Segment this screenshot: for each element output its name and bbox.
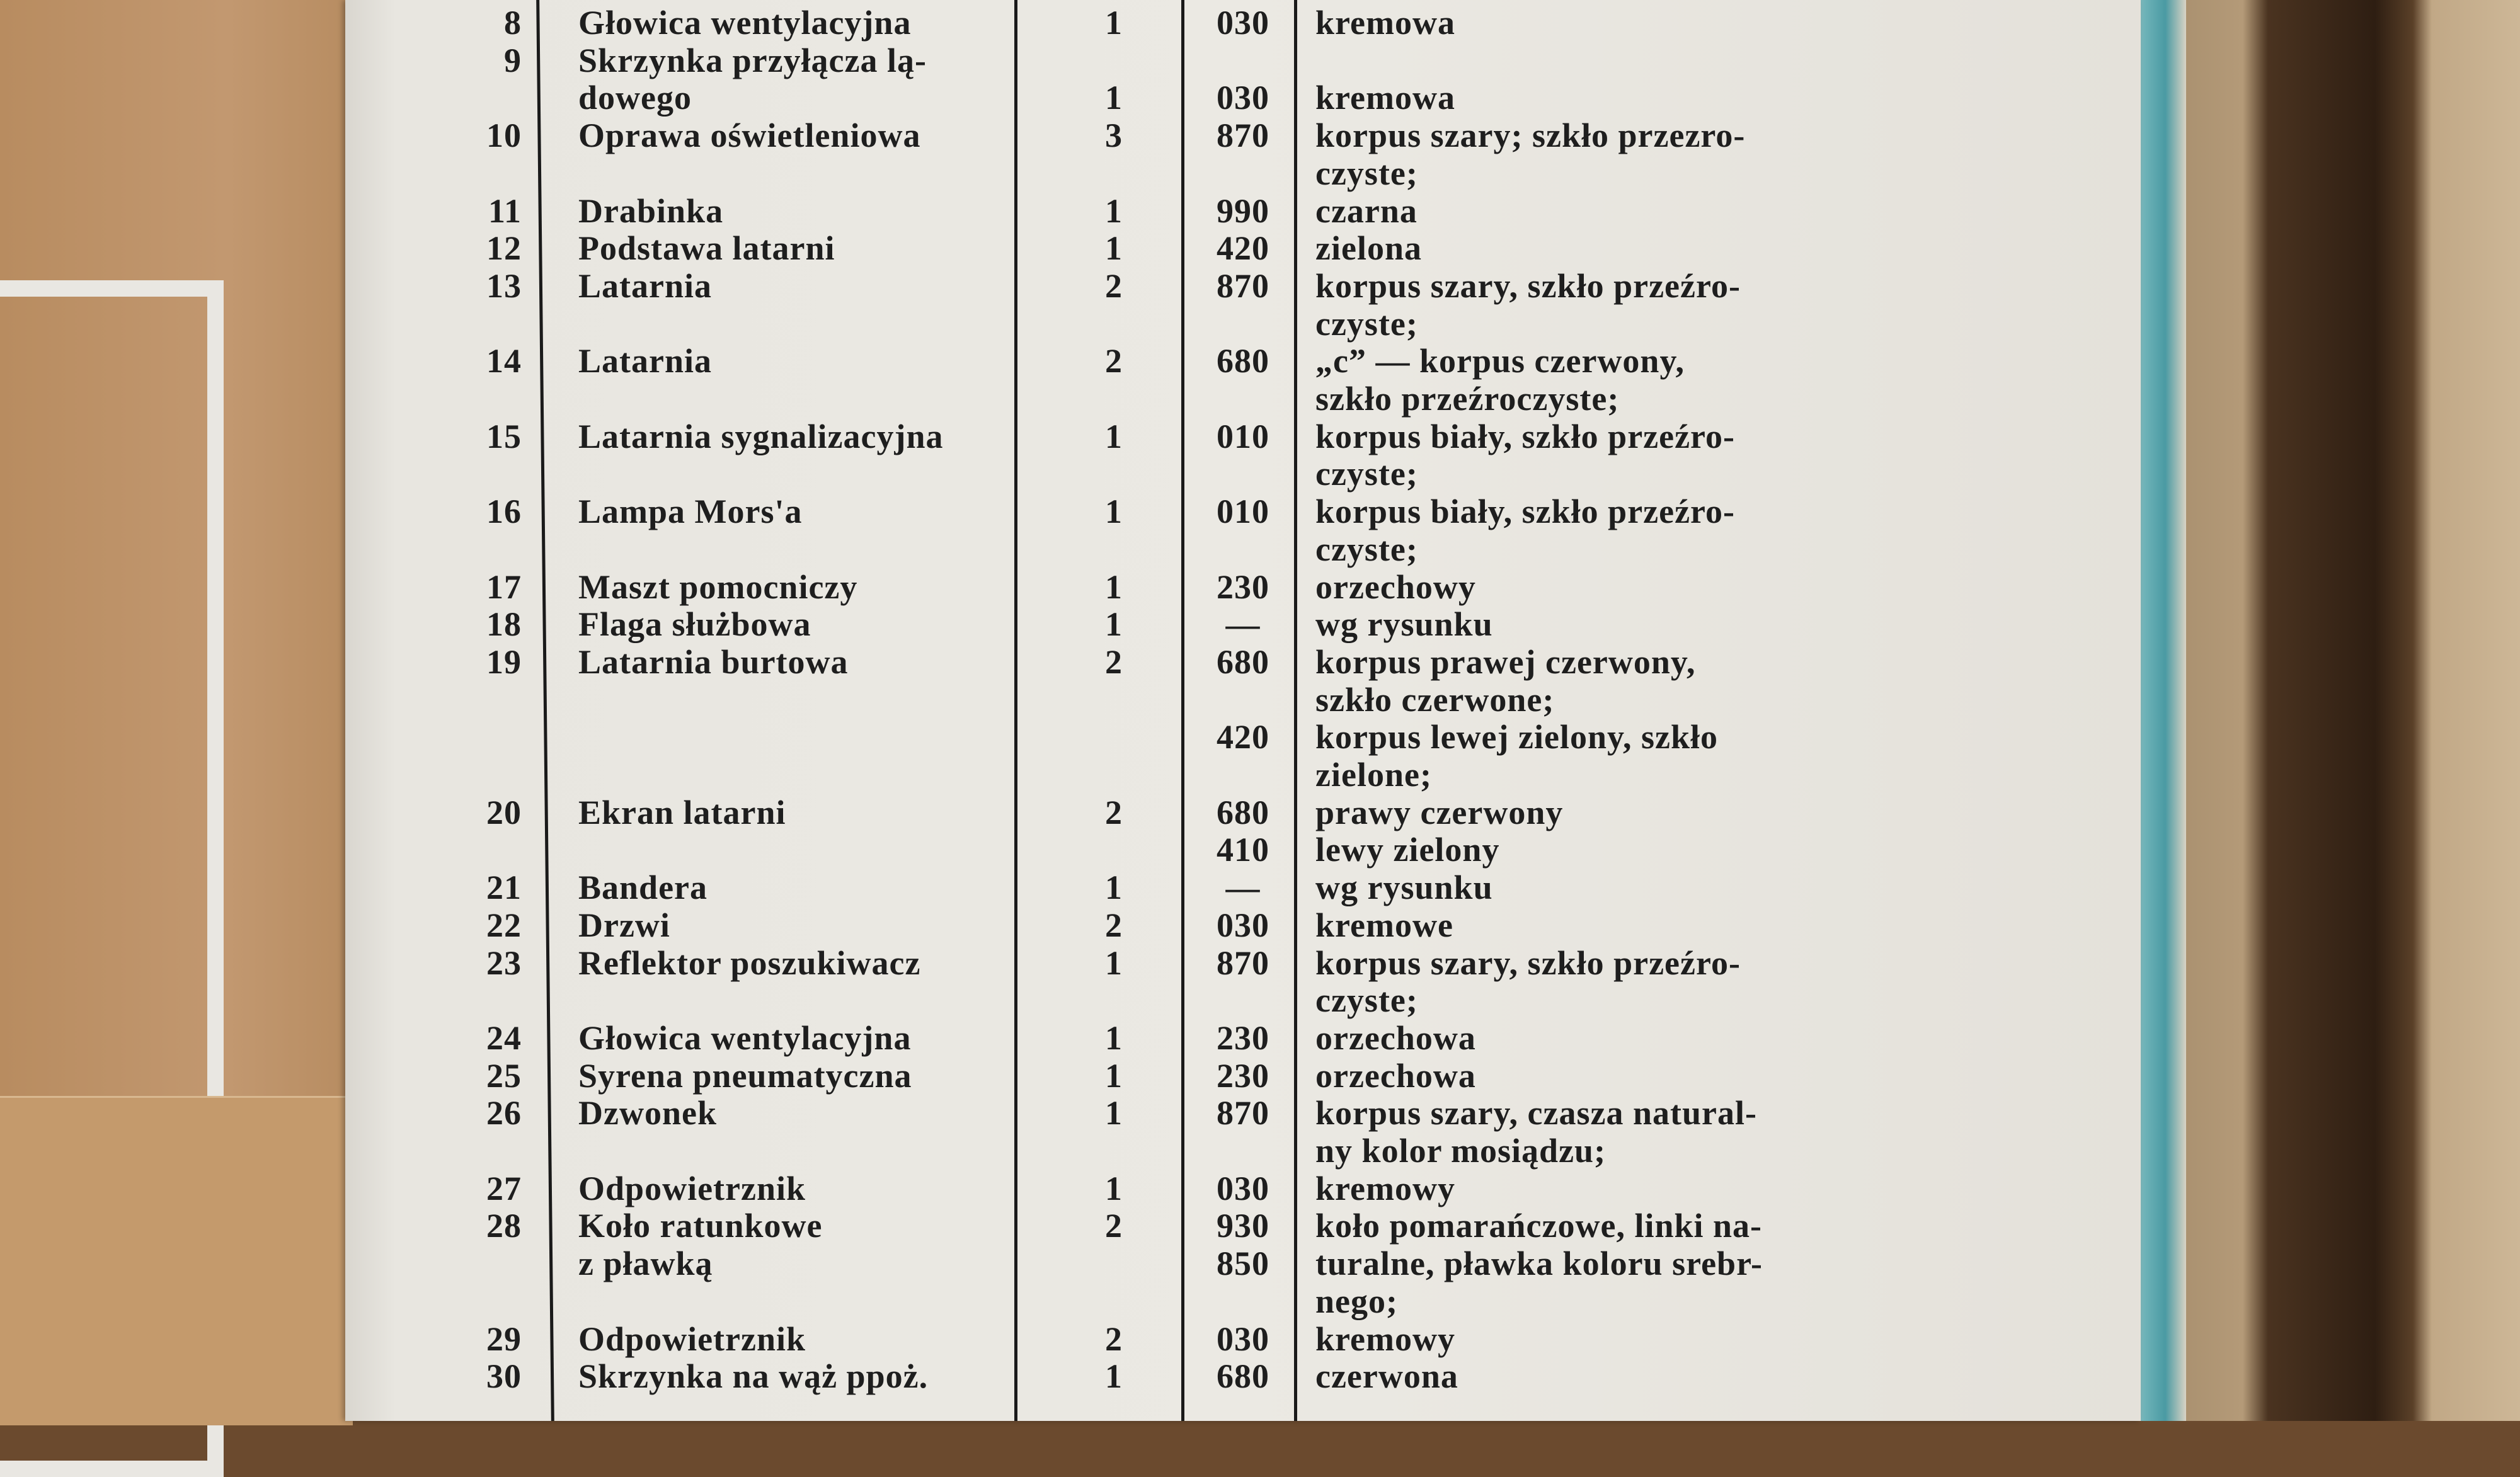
table-line bbox=[345, 1320, 2141, 1358]
color-description: kremowy bbox=[1315, 1320, 1455, 1358]
item-number: 29 bbox=[486, 1320, 522, 1358]
item-name: Latarnia bbox=[578, 342, 713, 380]
color-description: orzechowy bbox=[1315, 567, 1476, 606]
color-code: 410 bbox=[1217, 831, 1269, 869]
color-description: czyste; bbox=[1315, 455, 1418, 493]
item-quantity: 2 bbox=[1105, 266, 1123, 305]
table-line bbox=[345, 756, 2141, 794]
table-line bbox=[345, 229, 2141, 267]
item-name: Oprawa oświetleniowa bbox=[578, 117, 921, 155]
item-quantity: 1 bbox=[1105, 869, 1123, 907]
table-line bbox=[345, 794, 2141, 831]
item-name: Latarnia bbox=[578, 266, 713, 305]
color-code: 850 bbox=[1217, 1245, 1269, 1283]
document-page bbox=[345, 0, 2141, 1421]
item-name: Latarnia burtowa bbox=[578, 642, 849, 681]
color-description: prawy czerwony bbox=[1315, 793, 1564, 831]
item-quantity: 1 bbox=[1105, 1094, 1123, 1132]
table-line bbox=[345, 718, 2141, 756]
color-description: czyste; bbox=[1315, 530, 1418, 568]
table-line bbox=[345, 1132, 2141, 1170]
item-quantity: 1 bbox=[1105, 417, 1123, 455]
item-name: Głowica wentylacyjna bbox=[578, 1018, 912, 1057]
item-number: 23 bbox=[486, 944, 522, 982]
item-name: dowego bbox=[578, 79, 692, 117]
color-description: korpus biały, szkło przeźro- bbox=[1315, 493, 1736, 531]
table-line bbox=[345, 154, 2141, 192]
table-line bbox=[345, 192, 2141, 230]
table-line bbox=[345, 493, 2141, 530]
item-number: 15 bbox=[486, 417, 522, 455]
color-description: czyste; bbox=[1315, 154, 1418, 192]
item-quantity: 1 bbox=[1105, 4, 1123, 42]
color-code: 680 bbox=[1217, 642, 1269, 681]
color-code: 420 bbox=[1217, 229, 1269, 268]
table-line bbox=[345, 981, 2141, 1019]
color-description: zielone; bbox=[1315, 756, 1432, 794]
table-line bbox=[345, 944, 2141, 982]
color-description: korpus szary, szkło przeźro- bbox=[1315, 944, 1741, 982]
item-number: 13 bbox=[486, 266, 522, 305]
color-description: korpus szary, czasza natural- bbox=[1315, 1094, 1757, 1132]
table-line bbox=[345, 831, 2141, 869]
color-description: korpus prawej czerwony, bbox=[1315, 642, 1696, 681]
color-code: 420 bbox=[1217, 718, 1269, 756]
table-line bbox=[345, 455, 2141, 493]
item-name: Ekran latarni bbox=[578, 793, 786, 831]
table-line bbox=[345, 342, 2141, 380]
item-name: Lampa Mors'a bbox=[578, 493, 803, 531]
item-quantity: 1 bbox=[1105, 191, 1123, 230]
color-code: 870 bbox=[1217, 266, 1269, 305]
wood-background bbox=[2167, 0, 2520, 1421]
table-line bbox=[345, 305, 2141, 343]
table-line bbox=[345, 1282, 2141, 1320]
item-quantity: 1 bbox=[1105, 1169, 1123, 1207]
table-line bbox=[345, 906, 2141, 944]
item-name: Bandera bbox=[578, 869, 708, 907]
item-name: z pławką bbox=[578, 1245, 713, 1283]
color-description: kremowa bbox=[1315, 4, 1455, 42]
table-line bbox=[345, 1170, 2141, 1207]
table-line bbox=[345, 605, 2141, 643]
color-description: zielona bbox=[1315, 229, 1422, 268]
table-line bbox=[345, 418, 2141, 455]
color-description: orzechowa bbox=[1315, 1056, 1476, 1095]
color-code: 870 bbox=[1217, 944, 1269, 982]
color-description: kremowe bbox=[1315, 906, 1453, 944]
color-code: — bbox=[1225, 605, 1261, 644]
color-description: lewy zielony bbox=[1315, 831, 1500, 869]
item-name: Podstawa latarni bbox=[578, 229, 835, 268]
table-line bbox=[345, 568, 2141, 606]
table-line bbox=[345, 869, 2141, 906]
table-line bbox=[345, 117, 2141, 154]
item-quantity: 3 bbox=[1105, 117, 1123, 155]
item-name: Skrzynka przyłącza lą- bbox=[578, 41, 927, 79]
item-name: Skrzynka na wąż ppoż. bbox=[578, 1357, 929, 1396]
color-description: „c” — korpus czerwony, bbox=[1315, 342, 1685, 380]
item-name: Drabinka bbox=[578, 191, 724, 230]
table-line bbox=[345, 1057, 2141, 1095]
color-description: kremowy bbox=[1315, 1169, 1455, 1207]
item-name: Dzwonek bbox=[578, 1094, 717, 1132]
color-code: 010 bbox=[1217, 493, 1269, 531]
item-quantity: 2 bbox=[1105, 1207, 1123, 1245]
item-number: 14 bbox=[486, 342, 522, 380]
item-quantity: 1 bbox=[1105, 605, 1123, 644]
item-name: Flaga służbowa bbox=[578, 605, 811, 644]
item-name: Drzwi bbox=[578, 906, 670, 944]
color-code: 030 bbox=[1217, 1169, 1269, 1207]
item-name: Latarnia sygnalizacyjna bbox=[578, 417, 944, 455]
color-description: wg rysunku bbox=[1315, 869, 1493, 907]
table-line bbox=[345, 1245, 2141, 1282]
color-description: orzechowa bbox=[1315, 1018, 1476, 1057]
color-description: nego; bbox=[1315, 1282, 1398, 1320]
color-description: korpus szary, szkło przeźro- bbox=[1315, 266, 1741, 305]
item-name: Odpowietrznik bbox=[578, 1320, 806, 1358]
item-number: 24 bbox=[486, 1018, 522, 1057]
item-quantity: 1 bbox=[1105, 79, 1123, 117]
table-line bbox=[345, 79, 2141, 117]
table-line bbox=[345, 4, 2141, 42]
item-quantity: 1 bbox=[1105, 1357, 1123, 1396]
color-code: 990 bbox=[1217, 191, 1269, 230]
table-line bbox=[345, 1094, 2141, 1132]
item-quantity: 1 bbox=[1105, 567, 1123, 606]
table-line bbox=[345, 1019, 2141, 1057]
color-code: 030 bbox=[1217, 1320, 1269, 1358]
item-number: 22 bbox=[486, 906, 522, 944]
color-description: czyste; bbox=[1315, 304, 1418, 343]
item-name: Odpowietrznik bbox=[578, 1169, 806, 1207]
color-description: szkło przeźroczyste; bbox=[1315, 380, 1620, 418]
item-number: 19 bbox=[486, 642, 522, 681]
item-number: 12 bbox=[486, 229, 522, 268]
color-description: czyste; bbox=[1315, 981, 1418, 1020]
item-quantity: 1 bbox=[1105, 229, 1123, 268]
item-number: 9 bbox=[504, 41, 522, 79]
item-number: 17 bbox=[486, 567, 522, 606]
item-quantity: 2 bbox=[1105, 906, 1123, 944]
color-code: 030 bbox=[1217, 4, 1269, 42]
item-number: 26 bbox=[486, 1094, 522, 1132]
color-description: koło pomarańczowe, linki na- bbox=[1315, 1207, 1763, 1245]
item-number: 21 bbox=[486, 869, 522, 907]
color-code: 930 bbox=[1217, 1207, 1269, 1245]
color-code: — bbox=[1225, 869, 1261, 907]
item-number: 28 bbox=[486, 1207, 522, 1245]
color-description: turalne, pławka koloru srebr- bbox=[1315, 1245, 1763, 1283]
item-number: 10 bbox=[486, 117, 522, 155]
color-description: kremowa bbox=[1315, 79, 1455, 117]
item-quantity: 1 bbox=[1105, 944, 1123, 982]
color-code: 230 bbox=[1217, 1056, 1269, 1095]
item-name: Reflektor poszukiwacz bbox=[578, 944, 921, 982]
table-line bbox=[345, 380, 2141, 418]
table-line bbox=[345, 681, 2141, 719]
item-quantity: 1 bbox=[1105, 1018, 1123, 1057]
color-description: czerwona bbox=[1315, 1357, 1458, 1396]
table-line bbox=[345, 1207, 2141, 1245]
item-number: 11 bbox=[488, 191, 522, 230]
table-line bbox=[345, 1357, 2141, 1395]
color-code: 030 bbox=[1217, 79, 1269, 117]
item-name: Koło ratunkowe bbox=[578, 1207, 823, 1245]
color-description: korpus szary; szkło przezro- bbox=[1315, 117, 1746, 155]
table-line bbox=[345, 643, 2141, 681]
item-quantity: 1 bbox=[1105, 1056, 1123, 1095]
item-name: Syrena pneumatyczna bbox=[578, 1056, 912, 1095]
color-description: korpus lewej zielony, szkło bbox=[1315, 718, 1719, 756]
cardboard-flap bbox=[0, 1096, 353, 1425]
color-code: 010 bbox=[1217, 417, 1269, 455]
color-code: 680 bbox=[1217, 793, 1269, 831]
item-number: 25 bbox=[486, 1056, 522, 1095]
color-description: szkło czerwone; bbox=[1315, 680, 1555, 719]
item-name: Głowica wentylacyjna bbox=[578, 4, 912, 42]
color-description: korpus biały, szkło przeźro- bbox=[1315, 417, 1736, 455]
item-number: 30 bbox=[486, 1357, 522, 1396]
table-line bbox=[345, 530, 2141, 568]
item-number: 20 bbox=[486, 793, 522, 831]
item-quantity: 1 bbox=[1105, 493, 1123, 531]
color-code: 680 bbox=[1217, 1357, 1269, 1396]
color-code: 230 bbox=[1217, 567, 1269, 606]
item-name: Maszt pomocniczy bbox=[578, 567, 858, 606]
table-line bbox=[345, 42, 2141, 79]
item-number: 8 bbox=[504, 4, 522, 42]
color-code: 230 bbox=[1217, 1018, 1269, 1057]
item-quantity: 2 bbox=[1105, 1320, 1123, 1358]
color-code: 030 bbox=[1217, 906, 1269, 944]
color-code: 870 bbox=[1217, 1094, 1269, 1132]
color-code: 680 bbox=[1217, 342, 1269, 380]
table-line bbox=[345, 267, 2141, 305]
item-number: 27 bbox=[486, 1169, 522, 1207]
color-description: czarna bbox=[1315, 191, 1418, 230]
item-quantity: 2 bbox=[1105, 642, 1123, 681]
color-description: wg rysunku bbox=[1315, 605, 1493, 644]
item-quantity: 2 bbox=[1105, 342, 1123, 380]
color-description: ny kolor mosiądzu; bbox=[1315, 1132, 1606, 1170]
item-quantity: 2 bbox=[1105, 793, 1123, 831]
item-number: 16 bbox=[486, 493, 522, 531]
item-number: 18 bbox=[486, 605, 522, 644]
color-code: 870 bbox=[1217, 117, 1269, 155]
